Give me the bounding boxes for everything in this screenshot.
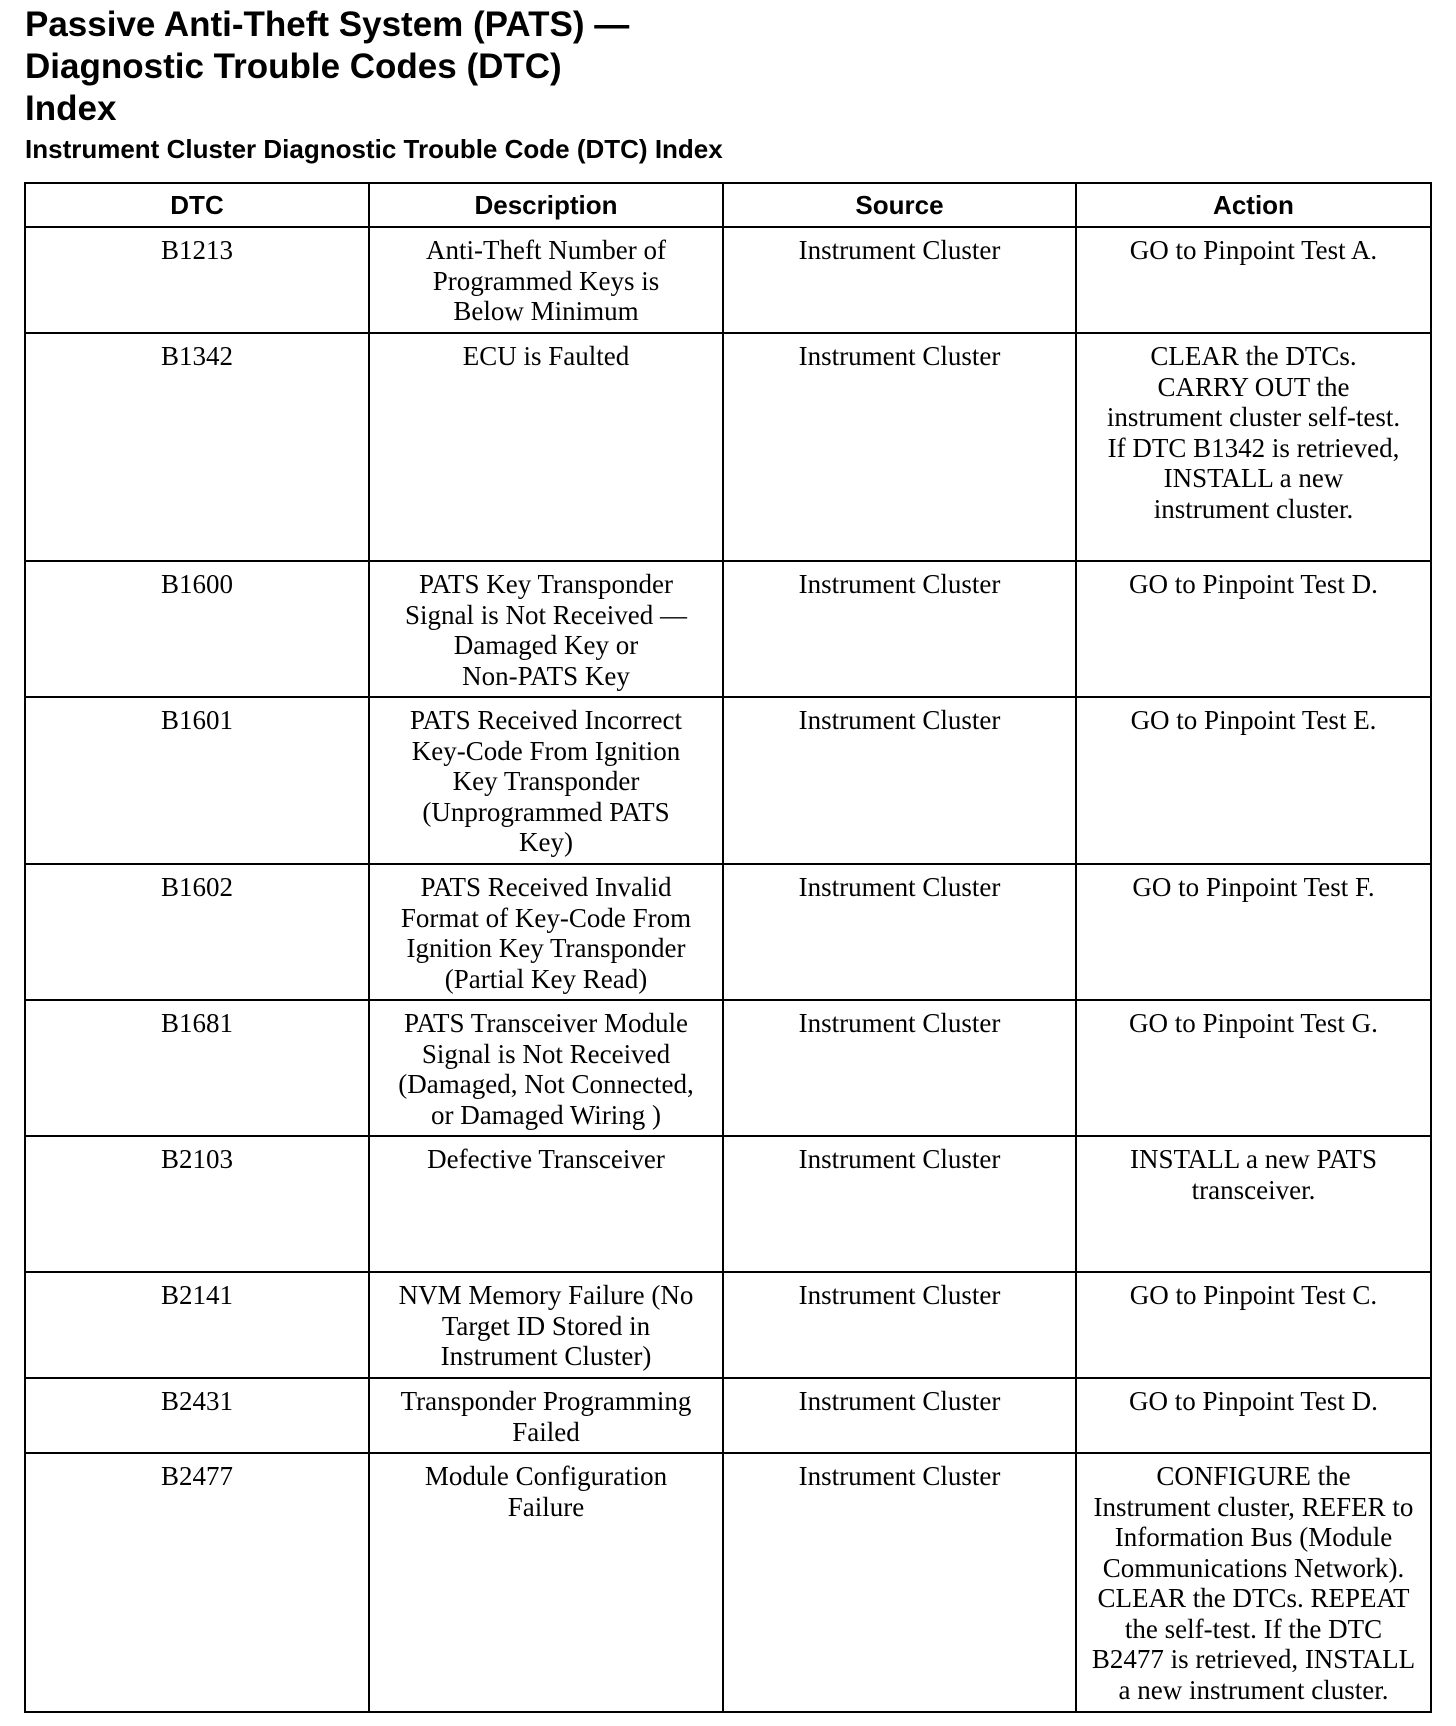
description-text: PATS Received Invalid Format of Key-Code From Ignition Key Transponder (Partial Key Read) [400, 872, 692, 994]
dtc-code: B2103 [160, 1144, 233, 1174]
dtc-code: B2477 [160, 1461, 233, 1491]
table-row [25, 227, 1431, 333]
dtc-code-cell [25, 1272, 369, 1378]
dtc-code: B1213 [160, 235, 233, 265]
action-cell [1076, 227, 1431, 333]
description-cell [369, 1453, 723, 1712]
action-text: GO to Pinpoint Test F. [1132, 872, 1375, 902]
source-cell [723, 1272, 1076, 1378]
source-cell [723, 561, 1076, 697]
description-cell [369, 333, 723, 561]
dtc-code: B1681 [160, 1008, 233, 1038]
action-cell [1076, 1136, 1431, 1272]
action-text: INSTALL a new PATS transceiver. [1129, 1144, 1378, 1205]
source-cell [723, 333, 1076, 561]
source-cell [723, 1453, 1076, 1712]
source-cell [723, 227, 1076, 333]
action-text: CLEAR the DTCs. CARRY OUT the instrument cluster self-test. If DTC B1342 is retrieved, INSTALL a new instrument cluster. [1106, 341, 1401, 524]
action-cell [1076, 697, 1431, 864]
dtc-code: B2431 [160, 1386, 233, 1416]
description-cell [369, 1136, 723, 1272]
table-row [25, 1378, 1431, 1453]
source-text: Instrument Cluster [798, 1461, 1001, 1491]
table-row [25, 1453, 1431, 1712]
description-text: Anti-Theft Number of Programmed Keys is Below Minimum [426, 235, 666, 326]
description-cell [369, 561, 723, 697]
action-text: GO to Pinpoint Test C. [1129, 1280, 1378, 1310]
description-cell [369, 697, 723, 864]
column-header-action: Action [1076, 183, 1431, 227]
page-title-line: Diagnostic Trouble Codes (DTC) [25, 47, 562, 86]
source-text: Instrument Cluster [798, 872, 1001, 902]
action-text: GO to Pinpoint Test E. [1130, 705, 1377, 735]
description-text: PATS Key Transponder Signal is Not Received — Damaged Key or Non-PATS Key [405, 569, 687, 691]
description-cell [369, 864, 723, 1000]
description-cell [369, 1000, 723, 1136]
dtc-code-cell [25, 1136, 369, 1272]
description-text: PATS Transceiver Module Signal is Not Received (Damaged, Not Connected, or Damaged Wiring ) [398, 1008, 694, 1130]
page-title-line: Index [25, 89, 117, 128]
column-header-source: Source [723, 183, 1076, 227]
table-row [25, 697, 1431, 864]
description-text: Module Configuration Failure [424, 1461, 668, 1522]
dtc-code-cell [25, 227, 369, 333]
source-text: Instrument Cluster [798, 1280, 1001, 1310]
dtc-index-table [24, 182, 1432, 1713]
dtc-code-cell [25, 561, 369, 697]
table-row [25, 1272, 1431, 1378]
table-heading: Instrument Cluster Diagnostic Trouble Code (DTC) Index [25, 134, 723, 164]
dtc-code: B2141 [160, 1280, 233, 1310]
source-cell [723, 1000, 1076, 1136]
source-text: Instrument Cluster [798, 1386, 1001, 1416]
dtc-code: B1342 [160, 341, 233, 371]
column-header-dtc: DTC [25, 183, 369, 227]
action-text: GO to Pinpoint Test D. [1129, 1386, 1378, 1416]
dtc-code: B1601 [160, 705, 233, 735]
page-title-line: Passive Anti-Theft System (PATS) — [25, 5, 630, 44]
source-text: Instrument Cluster [798, 235, 1001, 265]
source-cell [723, 697, 1076, 864]
page-title [25, 4, 925, 130]
table-row [25, 333, 1431, 561]
description-cell [369, 1272, 723, 1378]
source-cell [723, 864, 1076, 1000]
action-cell [1076, 1378, 1431, 1453]
description-text: Transponder Programming Failed [400, 1386, 692, 1447]
description-text: PATS Received Incorrect Key-Code From Ignition Key Transponder (Unprogrammed PATS Key) [410, 705, 682, 857]
dtc-code: B1602 [160, 872, 233, 902]
action-cell [1076, 561, 1431, 697]
source-cell [723, 1378, 1076, 1453]
action-cell [1076, 864, 1431, 1000]
dtc-code-cell [25, 1000, 369, 1136]
table-row [25, 1000, 1431, 1136]
dtc-code-cell [25, 697, 369, 864]
action-text: GO to Pinpoint Test D. [1129, 569, 1378, 599]
source-text: Instrument Cluster [798, 1008, 1001, 1038]
dtc-code-cell [25, 1378, 369, 1453]
source-text: Instrument Cluster [798, 1144, 1001, 1174]
table-row [25, 561, 1431, 697]
dtc-code-cell [25, 333, 369, 561]
description-text: NVM Memory Failure (No Target ID Stored in Instrument Cluster) [398, 1280, 694, 1371]
description-text: Defective Transceiver [427, 1144, 665, 1174]
source-text: Instrument Cluster [798, 341, 1001, 371]
source-text: Instrument Cluster [798, 705, 1001, 735]
action-text: GO to Pinpoint Test A. [1129, 235, 1378, 265]
action-text: GO to Pinpoint Test G. [1129, 1008, 1378, 1038]
action-cell [1076, 1453, 1431, 1712]
description-cell [369, 227, 723, 333]
description-text: ECU is Faulted [462, 341, 630, 371]
action-cell [1076, 333, 1431, 561]
table-header-row [25, 183, 1431, 227]
column-header-description: Description [369, 183, 723, 227]
dtc-code-cell [25, 864, 369, 1000]
action-cell [1076, 1000, 1431, 1136]
action-text: CONFIGURE the Instrument cluster, REFER to Information Bus (Module Communications Network). CLEAR the DTCs. REPEAT the self-test. If the DTC B2477 is retrieved, INSTALL a new instrument cluster. [1091, 1461, 1416, 1705]
table-row [25, 864, 1431, 1000]
dtc-code: B1600 [160, 569, 233, 599]
dtc-code-cell [25, 1453, 369, 1712]
description-cell [369, 1378, 723, 1453]
action-cell [1076, 1272, 1431, 1378]
source-text: Instrument Cluster [798, 569, 1001, 599]
source-cell [723, 1136, 1076, 1272]
table-row [25, 1136, 1431, 1272]
